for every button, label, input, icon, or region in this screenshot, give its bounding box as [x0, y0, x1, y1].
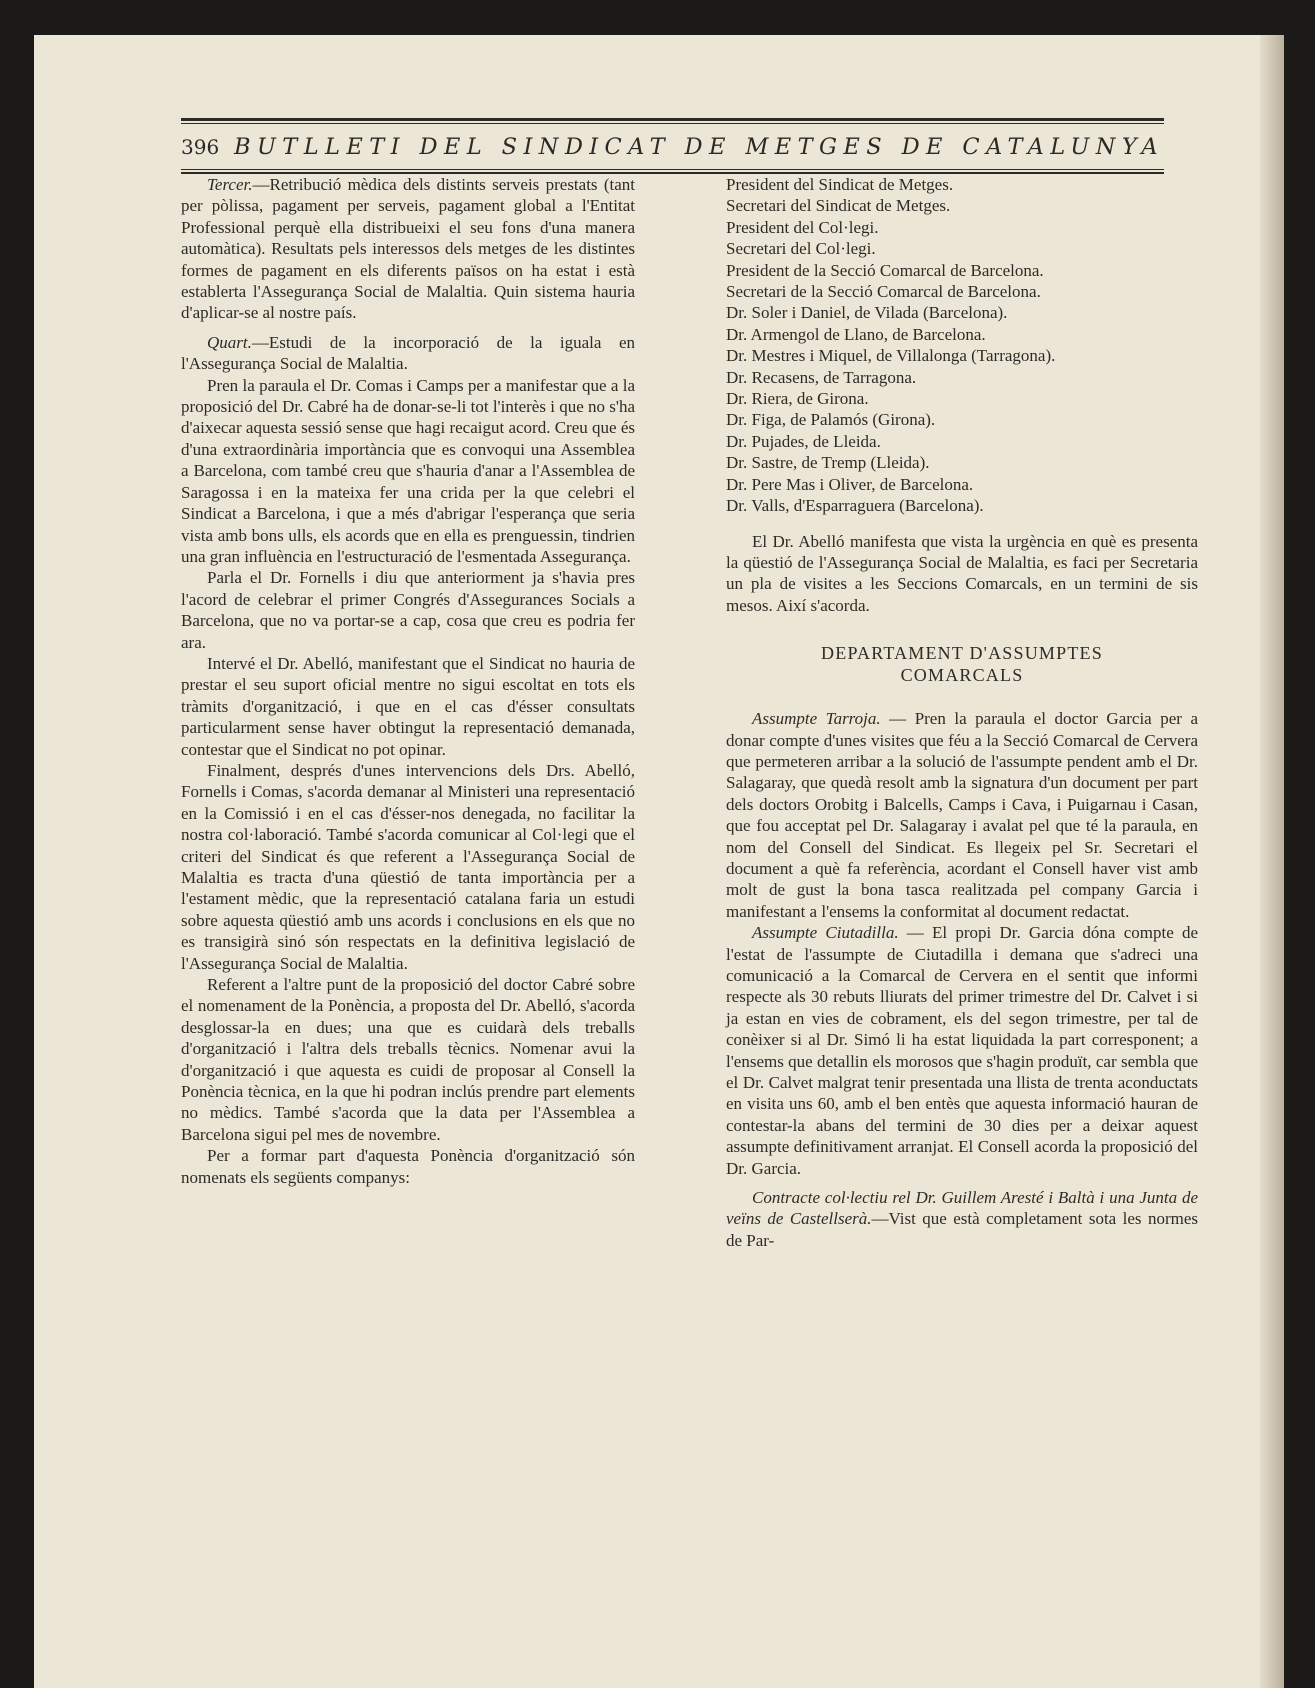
- running-header: [181, 86, 1164, 174]
- member-item: Dr. Pujades, de Lleida.: [726, 431, 881, 451]
- lead-tercer: Tercer.: [207, 175, 253, 194]
- section-heading: [726, 642, 1198, 686]
- lead-contracte: Contracte col·lectiu rel Dr. Guillem Aresté i Baltà i una Junta de veïns de Castellserà.: [726, 1188, 1198, 1229]
- member-item: Dr. Riera, de Girona.: [726, 389, 869, 409]
- lead-tarroja: Assumpte Tarroja.: [752, 709, 881, 729]
- member-item: Dr. Pere Mas i Oliver, de Barcelona.: [726, 474, 974, 494]
- section-heading-line2: COMARCALS: [900, 665, 1024, 686]
- header-line: [181, 130, 1164, 164]
- member-item: Dr. Soler i Daniel, de Vilada (Barcelona).: [726, 303, 1008, 323]
- paragraph-comas: Pren la paraula el Dr. Comas i Camps per a manifestar que a la proposició del Dr. Cabré ha de donar-se-li tot l'interès i que no s'ha d'aixecar aquesta sessió sense que hagi recaigut acord. Creu que és d'una extraordinària importància que es convoqui una Assemblea a Barcelona, com també creu que s'hauria d'anar a l'Assemblea de Saragossa i en la mateixa fer una crida per la que celebri el Sindicat a Barcelona, i que a més d'abrigar l'esperança que seria vista amb bons ulls, els acords que en ella es prenguessin, tindrien una gran influència en l'estructuració de l'esmentada Assegurança.: [181, 375, 635, 566]
- text-tercer: —Retribució mèdica dels distints serveis prestats (tant per pòlissa, pagament per serveis, pagament global a l'Entitat Professional perquè ella distribueixi el seu fons d'una manera automàtica). Resultats pels interessos dels metges de les distintes formes de pagament en els diferents països on ha estat i està establerta l'Assegurança Social de Malaltia. Quin sistema hauria d'aplicar-se al nostre país.: [181, 175, 635, 323]
- member-item: Secretari del Sindicat de Metges.: [726, 196, 951, 216]
- journal-page: [34, 35, 1284, 1688]
- member-item: President del Col·legi.: [726, 217, 879, 237]
- member-item: Dr. Valls, d'Esparraguera (Barcelona).: [726, 496, 984, 516]
- header-rule-bottom-thin: [181, 169, 1164, 170]
- member-item: Dr. Armengol de Llano, de Barcelona.: [726, 324, 986, 344]
- header-rule-top: [181, 118, 1164, 121]
- member-item: Dr. Recasens, de Tarragona.: [726, 367, 917, 387]
- page-number: 396: [181, 135, 220, 159]
- header-rule-top-thin: [181, 123, 1164, 124]
- member-item: President del Sindicat de Metges.: [726, 175, 954, 194]
- member-item: Dr. Figa, de Palamós (Girona).: [726, 410, 936, 430]
- right-column: [726, 174, 1198, 1251]
- text-tarroja: — Pren la paraula el doctor Garcia per a donar compte d'unes visites que féu a la Secció Comarcal de Cervera que permeteren arribar a la solució de l'assumpte pendent amb el Dr. Salagaray, que quedà resolt amb la signatura d'un document per part dels doctors Orobitg i Balcells, Camps i Cava, i Puigarnau i Casan, que fou acceptat pel Dr. Salagaray i avalat pel que té la paraula, en nom del Consell del Sindicat. Es llegeix pel Sr. Secretari el document a què fa referència, acordant el Consell haver vist amb molt de gust la bona tasca realitzada pel company Garcia i manifestant a l'ensems la conformitat al document redactat.: [726, 709, 1198, 921]
- journal-title: BUTLLETI DEL SINDICAT DE METGES DE CATALUNYA: [234, 134, 1164, 160]
- paragraph-ponencia: Referent a l'altre punt de la proposició del doctor Cabré sobre el nomenament de la Ponència, a proposta del Dr. Abelló, s'acorda desglossar-la en dues; una que es cuidarà dels treballs d'organització i l'altra dels treballs tècnics. Nomenar avui la d'organització i que aquesta es cuidi de proposar al Consell la Ponència tècnica, en la que hi podran inclús prendre part elements no mèdics. També s'acorda que la data per l'Assemblea a Barcelona sigui pel mes de novembre.: [181, 975, 635, 1144]
- paragraph-tercer: [181, 174, 635, 324]
- ponencia-member-list: [726, 174, 1198, 517]
- paragraph-contracte: [726, 1187, 1198, 1251]
- paragraph-finalment: Finalment, després d'unes intervencions dels Drs. Abelló, Fornells i Comas, s'acorda demanar al Ministeri una representació en la Comissió i en el cas d'ésser-nos denegada, no facilitar la nostra col·laboració. També s'acorda comunicar al Col·legi que el criteri del Sindicat és que referent a l'Assegurança Social de Malaltia es tracta d'una qüestió de tanta importància per a l'estament mèdic, que la representació catalana faria un estudi sobre aquesta qüestió amb uns acords i conclusions en els que no es transigirà sinó són respectats en la definitiva legislació de l'Assegurança Social de Malaltia.: [181, 760, 635, 973]
- paragraph-fornells: Parla el Dr. Fornells i diu que anteriorment ja s'havia pres l'acord de celebrar el primer Congrés d'Assegurances Socials a Barcelona, que no va portar-se a cap, cosa que creu es podria fer ara.: [181, 568, 635, 652]
- text-contracte: —Vist que està completament sota les normes de Par-: [726, 1209, 1199, 1250]
- member-item: Secretari de la Secció Comarcal de Barcelona.: [726, 282, 1041, 302]
- paragraph-quart: [181, 332, 635, 375]
- paragraph-visites: El Dr. Abelló manifesta que vista la urgència en què es presenta la qüestió de l'Assegurança Social de Malaltia, es faci per Secretaria un pla de visites a les Seccions Comarcals, en un termini de sis mesos. Així s'acorda.: [726, 531, 1198, 615]
- page-edge-shadow: [1260, 35, 1284, 1688]
- paragraph-tarroja: [726, 708, 1198, 922]
- text-ciutadilla: — El propi Dr. Garcia dóna compte de l'estat de l'assumpte de Ciutadilla i demana que s'adreci una comunicació a la Comarcal de Cervera en el sentit que informi respecte als 30 rebuts lliurats del primer trimestre del Dr. Calvet i si ja estan en vies de cobrament, els del segon trimestre, per tal de conèixer si al Dr. Simó li ha estat liquidada la part corresponent; a l'ensems que detallin els morosos que s'hagin produït, car sembla que el Dr. Calvet malgrat tenir presentada una llista de trenta aconductats en visita uns 60, amb el ben entès que aquesta informació hauran de contestar-la abans del termini de 30 dies per a deixar aquest assumpte definitivament arranjat. El Consell acorda la proposició del Dr. Garcia.: [726, 923, 1198, 1178]
- lead-quart: Quart.: [207, 332, 252, 352]
- paragraph-companys: Per a formar part d'aquesta Ponència d'organització són nomenats els següents companys:: [181, 1146, 635, 1187]
- left-column: [181, 174, 635, 1188]
- lead-ciutadilla: Assumpte Ciutadilla.: [752, 923, 899, 943]
- section-heading-line1: DEPARTAMENT D'ASSUMPTES: [821, 643, 1103, 664]
- paragraph-abello: Intervé el Dr. Abelló, manifestant que el Sindicat no hauria de prestar el seu suport oficial mentre no sigui escoltat en tots els tràmits d'organització, i que en el cas d'ésser consultats particularment sense haver obtingut la representació demanada, contestar que el Sindicat no pot opinar.: [181, 653, 635, 759]
- member-item: President de la Secció Comarcal de Barcelona.: [726, 260, 1044, 280]
- paragraph-ciutadilla: [726, 922, 1198, 1179]
- member-item: Dr. Mestres i Miquel, de Villalonga (Tarragona).: [726, 346, 1056, 366]
- text-quart: —Estudi de la incorporació de la iguala en l'Assegurança Social de Malaltia.: [181, 332, 635, 374]
- member-item: Secretari del Col·legi.: [726, 239, 876, 259]
- member-item: Dr. Sastre, de Tremp (Lleida).: [726, 453, 930, 473]
